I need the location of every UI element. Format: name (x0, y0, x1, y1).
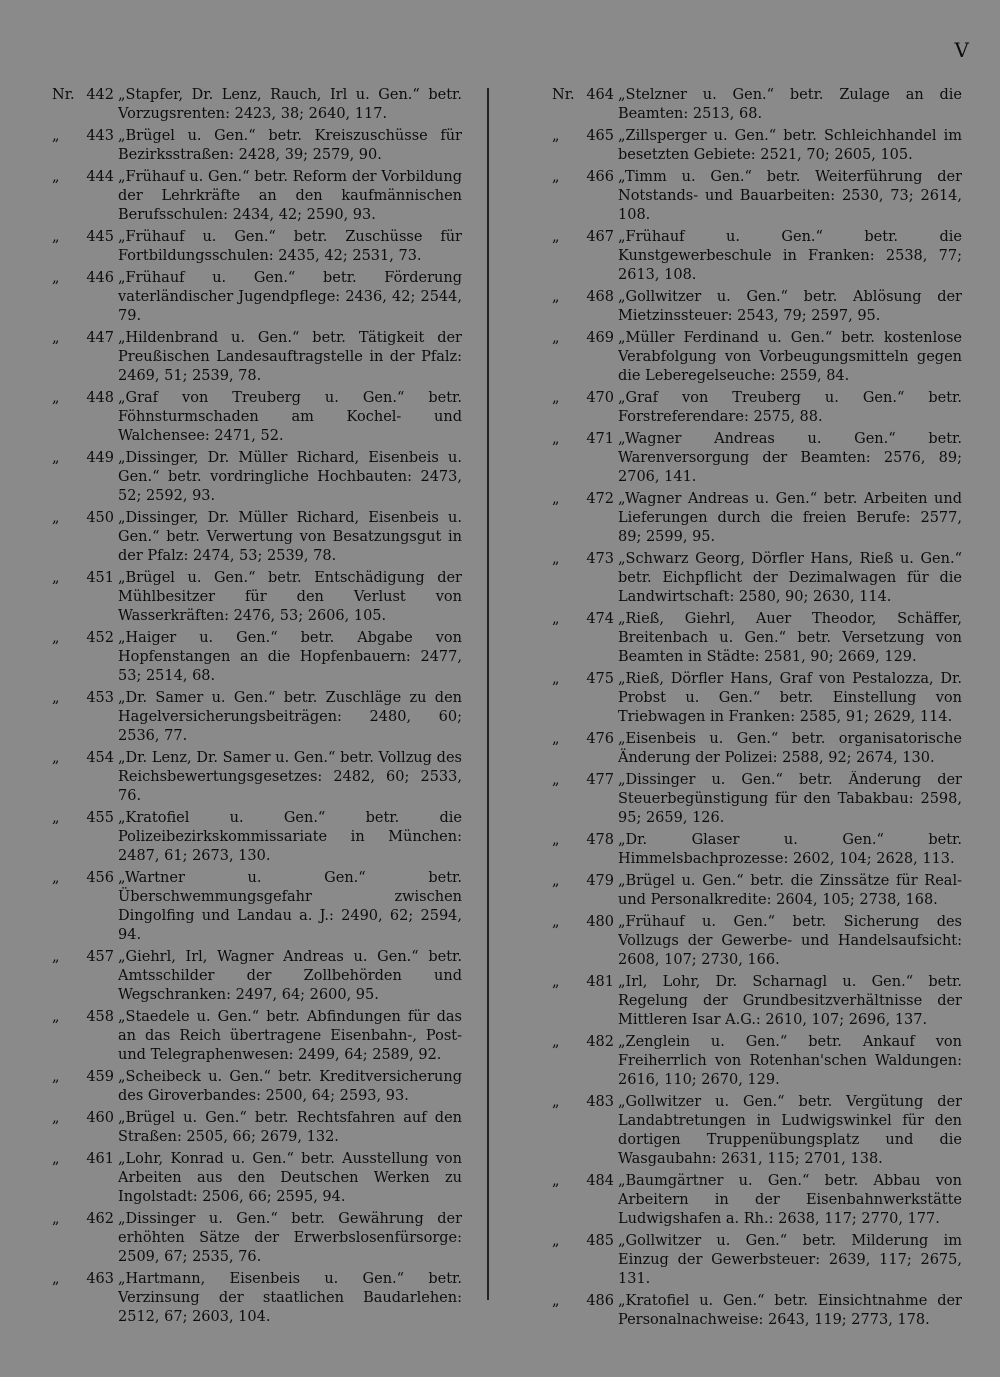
entry-text: „Brügel u. Gen.“ betr. Kreiszuschüsse für Bezirksstraßen: 2428, 39; 2579, 90. (118, 128, 462, 163)
entry-number-cell (52, 869, 118, 888)
entry-number-cell (52, 168, 118, 187)
entry-number: 458 (86, 1009, 114, 1025)
entry-number: 478 (586, 832, 614, 848)
entry-number: 475 (586, 671, 614, 687)
index-entry (552, 1033, 962, 1090)
entry-prefix: „ (52, 270, 60, 286)
left-column (52, 86, 462, 1330)
entry-prefix: „ (552, 873, 560, 889)
entry-number-cell (552, 1232, 618, 1251)
entry-text: „Müller Ferdinand u. Gen.“ betr. kostenlose Verabfolgung von Vorbeugungsmitteln gegen die Leberegelseuche: 2559, 84. (618, 330, 962, 384)
entry-number: 447 (86, 330, 114, 346)
index-entry (552, 288, 962, 326)
entry-text: „Dissinger, Dr. Müller Richard, Eisenbeis u. Gen.“ betr. vordringliche Hochbauten: 2473, 52; 2592, 93. (118, 450, 462, 504)
entry-prefix: „ (52, 750, 60, 766)
entry-text: „Wagner Andreas u. Gen.“ betr. Warenversorgung der Beamten: 2576, 89; 2706, 141. (618, 431, 962, 485)
index-entry (52, 509, 462, 566)
index-entry (552, 1093, 962, 1169)
entry-number: 471 (586, 431, 614, 447)
entry-number-cell (52, 1270, 118, 1289)
entry-text: „Staedele u. Gen.“ betr. Abfindungen für das an das Reich übertragene Eisenbahn-, Post- und Telegraphenwesen: 2499, 64; 2589, 92. (118, 1009, 462, 1063)
entry-text: „Gollwitzer u. Gen.“ betr. Milderung im Einzug der Gewerbsteuer: 2639, 117; 2675, 131. (618, 1233, 962, 1287)
entry-prefix: „ (52, 1151, 60, 1167)
entry-number-cell (552, 288, 618, 307)
entry-number-cell (552, 430, 618, 449)
entry-number: 456 (86, 870, 114, 886)
entry-text: „Hartmann, Eisenbeis u. Gen.“ betr. Verzinsung der staatlichen Baudarlehen: 2512, 67; 2603, 104. (118, 1271, 462, 1325)
entry-number: 484 (586, 1173, 614, 1189)
entry-number: 444 (86, 169, 114, 185)
entry-number: 476 (586, 731, 614, 747)
entry-number-cell (52, 1068, 118, 1087)
index-entry (552, 86, 962, 124)
index-entry (552, 831, 962, 869)
entry-number-cell (552, 1093, 618, 1112)
index-entry (52, 86, 462, 124)
entry-prefix: „ (52, 390, 60, 406)
entry-number-cell (552, 730, 618, 749)
entry-number: 468 (586, 289, 614, 305)
entry-number-cell (552, 913, 618, 932)
entry-number-cell (552, 1033, 618, 1052)
right-column (552, 86, 962, 1333)
entry-text: „Stapfer, Dr. Lenz, Rauch, Irl u. Gen.“ betr. Vorzugsrenten: 2423, 38; 2640, 117. (118, 87, 462, 122)
entry-text: „Irl, Lohr, Dr. Scharnagl u. Gen.“ betr. Regelung der Grundbesitzverhältnisse der Mittleren Isar A.G.: 2610, 107; 2696, 137. (618, 974, 962, 1028)
entry-number-cell (552, 831, 618, 850)
entry-number-cell (552, 228, 618, 247)
index-entry (52, 329, 462, 386)
entry-prefix: „ (52, 510, 60, 526)
entry-text: „Stelzner u. Gen.“ betr. Zulage an die Beamten: 2513, 68. (618, 87, 962, 122)
entry-number-cell (52, 449, 118, 468)
entry-prefix: „ (552, 1173, 560, 1189)
entry-prefix: „ (552, 671, 560, 687)
entry-number: 473 (586, 551, 614, 567)
index-entry (52, 749, 462, 806)
entry-prefix: Nr. (52, 87, 75, 103)
index-entry (52, 449, 462, 506)
entry-number-cell (52, 1150, 118, 1169)
entry-text: „Dissinger, Dr. Müller Richard, Eisenbeis u. Gen.“ betr. Verwertung von Besatzungsgut in der Pfalz: 2474, 53; 2539, 78. (118, 510, 462, 564)
index-entry (552, 973, 962, 1030)
entry-number: 448 (86, 390, 114, 406)
entry-number: 485 (586, 1233, 614, 1249)
entry-number-cell (552, 490, 618, 509)
entry-number-cell (552, 127, 618, 146)
entry-prefix: „ (552, 772, 560, 788)
entry-prefix: „ (552, 330, 560, 346)
entry-text: „Rieß, Dörfler Hans, Graf von Pestalozza, Dr. Probst u. Gen.“ betr. Einstellung von Triebwagen in Franken: 2585, 91; 2629, 114. (618, 671, 962, 725)
index-entry (52, 168, 462, 225)
entry-text: „Dissinger u. Gen.“ betr. Gewährung der erhöhten Sätze der Erwerbslosenfürsorge: 2509, 67; 2535, 76. (118, 1211, 462, 1265)
entry-number-cell (552, 973, 618, 992)
entry-prefix: „ (52, 1009, 60, 1025)
entry-prefix: „ (552, 832, 560, 848)
entry-number-cell (52, 389, 118, 408)
entry-prefix: „ (552, 551, 560, 567)
entry-text: „Brügel u. Gen.“ betr. Entschädigung der Mühlbesitzer für den Verlust von Wasserkräften: 2476, 53; 2606, 105. (118, 570, 462, 624)
entry-prefix: „ (552, 1293, 560, 1309)
entry-number: 463 (86, 1271, 114, 1287)
index-entry (552, 127, 962, 165)
entry-number-cell (552, 550, 618, 569)
index-entry (52, 127, 462, 165)
entry-number: 483 (586, 1094, 614, 1110)
entry-number: 479 (586, 873, 614, 889)
index-entry (552, 389, 962, 427)
entry-number-cell (52, 86, 118, 105)
entry-number: 445 (86, 229, 114, 245)
index-entry (52, 1270, 462, 1327)
entry-prefix: „ (552, 914, 560, 930)
entry-number-cell (552, 86, 618, 105)
entry-number-cell (52, 629, 118, 648)
entry-text: „Eisenbeis u. Gen.“ betr. organisatorische Änderung der Polizei: 2588, 92; 2674, 130. (618, 731, 962, 766)
index-entry (52, 269, 462, 326)
entry-text: „Zillsperger u. Gen.“ betr. Schleichhandel im besetzten Gebiete: 2521, 70; 2605, 105. (618, 128, 962, 163)
entry-number: 457 (86, 949, 114, 965)
entry-number-cell (552, 610, 618, 629)
entry-text: „Kratofiel u. Gen.“ betr. Einsichtnahme der Personalnachweise: 2643, 119; 2773, 178. (618, 1293, 962, 1328)
entry-text: „Frühauf u. Gen.“ betr. Reform der Vorbildung der Lehrkräfte an den kaufmännischen Berufsschulen: 2434, 42; 2590, 93. (118, 169, 462, 223)
entry-text: „Rieß, Giehrl, Auer Theodor, Schäffer, Breitenbach u. Gen.“ betr. Versetzung von Beamten in Städte: 2581, 90; 2669, 129. (618, 611, 962, 665)
index-entry (52, 1210, 462, 1267)
entry-number: 472 (586, 491, 614, 507)
entry-text: „Dissinger u. Gen.“ betr. Änderung der Steuerbegünstigung für den Tabakbau: 2598, 95; 2659, 126. (618, 772, 962, 826)
entry-text: „Wartner u. Gen.“ betr. Überschwemmungsgefahr zwischen Dingolfing und Landau a. J.: 2490, 62; 2594, 94. (118, 870, 462, 943)
entry-number-cell (52, 127, 118, 146)
entry-number: 481 (586, 974, 614, 990)
entry-number-cell (552, 329, 618, 348)
entry-number: 450 (86, 510, 114, 526)
entry-text: „Frühauf u. Gen.“ betr. Sicherung des Vollzugs der Gewerbe- und Handelsaufsicht: 2608, 107; 2730, 166. (618, 914, 962, 968)
entry-text: „Lohr, Konrad u. Gen.“ betr. Ausstellung von Arbeiten aus den Deutschen Werken zu Ingolstadt: 2506, 66; 2595, 94. (118, 1151, 462, 1205)
entry-number-cell (552, 872, 618, 891)
entry-number: 474 (586, 611, 614, 627)
entry-number-cell (52, 329, 118, 348)
entry-number: 470 (586, 390, 614, 406)
entry-prefix: „ (552, 169, 560, 185)
entry-number: 465 (586, 128, 614, 144)
entry-prefix: „ (552, 731, 560, 747)
entry-number: 454 (86, 750, 114, 766)
entry-prefix: „ (52, 570, 60, 586)
entry-text: „Brügel u. Gen.“ betr. Rechtsfahren auf den Straßen: 2505, 66; 2679, 132. (118, 1110, 462, 1145)
entry-prefix: „ (52, 810, 60, 826)
entry-number: 477 (586, 772, 614, 788)
entry-number: 442 (86, 87, 114, 103)
index-entry (52, 948, 462, 1005)
entry-prefix: „ (52, 1110, 60, 1126)
entry-number: 482 (586, 1034, 614, 1050)
entry-number-cell (52, 509, 118, 528)
entry-prefix: „ (52, 949, 60, 965)
entry-number: 443 (86, 128, 114, 144)
entry-prefix: „ (552, 128, 560, 144)
entry-text: „Dr. Lenz, Dr. Samer u. Gen.“ betr. Vollzug des Reichsbewertungsgesetzes: 2482, 60; 2533, 76. (118, 750, 462, 804)
index-entry (52, 389, 462, 446)
entry-number-cell (52, 809, 118, 828)
entry-text: „Timm u. Gen.“ betr. Weiterführung der Notstands- und Bauarbeiten: 2530, 73; 2614, 108. (618, 169, 962, 223)
index-entry (552, 913, 962, 970)
entry-prefix: „ (52, 229, 60, 245)
entry-number: 451 (86, 570, 114, 586)
index-entry (52, 228, 462, 266)
index-entry (52, 629, 462, 686)
index-entry (552, 329, 962, 386)
index-entry (52, 1008, 462, 1065)
entry-prefix: „ (552, 289, 560, 305)
entry-number: 452 (86, 630, 114, 646)
entry-number-cell (552, 771, 618, 790)
entry-text: „Graf von Treuberg u. Gen.“ betr. Forstreferendare: 2575, 88. (618, 390, 962, 425)
entry-number: 467 (586, 229, 614, 245)
entry-number: 449 (86, 450, 114, 466)
index-entry (52, 1109, 462, 1147)
entry-text: „Zenglein u. Gen.“ betr. Ankauf von Freiherrlich von Rotenhan'schen Waldungen: 2616, 110; 2670, 129. (618, 1034, 962, 1088)
entry-number: 486 (586, 1293, 614, 1309)
entry-number-cell (552, 389, 618, 408)
entry-text: „Scheibeck u. Gen.“ betr. Kreditversicherung des Giroverbandes: 2500, 64; 2593, 93. (118, 1069, 462, 1104)
entry-number: 480 (586, 914, 614, 930)
index-entry (52, 1150, 462, 1207)
entry-text: „Frühauf u. Gen.“ betr. Förderung vaterländischer Jugendpflege: 2436, 42; 2544, 79. (118, 270, 462, 324)
entry-number-cell (52, 1210, 118, 1229)
entry-number-cell (552, 168, 618, 187)
entry-number-cell (52, 569, 118, 588)
entry-text: „Giehrl, Irl, Wagner Andreas u. Gen.“ betr. Amtsschilder der Zollbehörden und Wegschranken: 2497, 64; 2600, 95. (118, 949, 462, 1003)
entry-prefix: „ (552, 229, 560, 245)
index-entry (552, 490, 962, 547)
entry-prefix: „ (552, 611, 560, 627)
index-entry (552, 730, 962, 768)
entry-prefix: „ (552, 431, 560, 447)
entry-prefix: „ (52, 450, 60, 466)
entry-number: 459 (86, 1069, 114, 1085)
index-entry (552, 550, 962, 607)
entry-number-cell (52, 689, 118, 708)
entry-number: 469 (586, 330, 614, 346)
entry-number: 455 (86, 810, 114, 826)
index-entry (552, 872, 962, 910)
entry-number-cell (552, 1172, 618, 1191)
entry-prefix: „ (552, 1233, 560, 1249)
entry-prefix: „ (52, 1069, 60, 1085)
column-divider (487, 88, 489, 1300)
index-entry (552, 1292, 962, 1330)
entry-number-cell (52, 749, 118, 768)
entry-text: „Gollwitzer u. Gen.“ betr. Vergütung der Landabtretungen in Ludwigswinkel für den dortigen Truppenübungsplatz und die Wasgaubahn: 2631, 115; 2701, 138. (618, 1094, 962, 1167)
entry-number-cell (52, 1109, 118, 1128)
index-entry (52, 1068, 462, 1106)
entry-prefix: Nr. (552, 87, 575, 103)
entry-text: „Brügel u. Gen.“ betr. die Zinssätze für Real- und Personalkredite: 2604, 105; 2738, 168. (618, 873, 962, 908)
entry-number-cell (552, 670, 618, 689)
index-entry (552, 1172, 962, 1229)
index-entry (552, 1232, 962, 1289)
index-entry (552, 228, 962, 285)
entry-text: „Haiger u. Gen.“ betr. Abgabe von Hopfenstangen an die Hopfenbauern: 2477, 53; 2514, 68. (118, 630, 462, 684)
entry-prefix: „ (52, 630, 60, 646)
entry-prefix: „ (52, 690, 60, 706)
entry-text: „Dr. Glaser u. Gen.“ betr. Himmelsbachprozesse: 2602, 104; 2628, 113. (618, 832, 962, 867)
entry-prefix: „ (552, 390, 560, 406)
entry-prefix: „ (52, 128, 60, 144)
index-entry (52, 869, 462, 945)
entry-text: „Gollwitzer u. Gen.“ betr. Ablösung der Mietzinssteuer: 2543, 79; 2597, 95. (618, 289, 962, 324)
entry-prefix: „ (52, 330, 60, 346)
index-entry (552, 670, 962, 727)
entry-number: 464 (586, 87, 614, 103)
entry-prefix: „ (52, 169, 60, 185)
entry-number-cell (52, 948, 118, 967)
index-entry (552, 168, 962, 225)
entry-number: 462 (86, 1211, 114, 1227)
entry-number: 466 (586, 169, 614, 185)
entry-number: 453 (86, 690, 114, 706)
index-entry (552, 430, 962, 487)
entry-prefix: „ (552, 491, 560, 507)
entry-prefix: „ (552, 1094, 560, 1110)
index-entry (52, 809, 462, 866)
page-number: V (954, 38, 970, 62)
entry-number: 461 (86, 1151, 114, 1167)
entry-number: 446 (86, 270, 114, 286)
entry-prefix: „ (552, 1034, 560, 1050)
entry-number-cell (52, 269, 118, 288)
entry-number-cell (52, 1008, 118, 1027)
entry-text: „Frühauf u. Gen.“ betr. Zuschüsse für Fortbildungsschulen: 2435, 42; 2531, 73. (118, 229, 462, 264)
entry-prefix: „ (52, 1211, 60, 1227)
index-entry (552, 610, 962, 667)
entry-number: 460 (86, 1110, 114, 1126)
entry-text: „Baumgärtner u. Gen.“ betr. Abbau von Arbeitern in der Eisenbahnwerkstätte Ludwigshafen a. Rh.: 2638, 117; 2770, 177. (618, 1173, 962, 1227)
index-entry (52, 689, 462, 746)
entry-text: „Hildenbrand u. Gen.“ betr. Tätigkeit der Preußischen Landesauftragstelle in der Pfalz: 2469, 51; 2539, 78. (118, 330, 462, 384)
entry-prefix: „ (552, 974, 560, 990)
entry-number-cell (552, 1292, 618, 1311)
entry-number-cell (52, 228, 118, 247)
entry-prefix: „ (52, 1271, 60, 1287)
entry-text: „Graf von Treuberg u. Gen.“ betr. Föhnsturmschaden am Kochel- und Walchensee: 2471, 52. (118, 390, 462, 444)
index-entry (52, 569, 462, 626)
index-entry (552, 771, 962, 828)
entry-text: „Schwarz Georg, Dörfler Hans, Rieß u. Gen.“ betr. Eichpflicht der Dezimalwagen für die Landwirtschaft: 2580, 90; 2630, 114. (618, 551, 962, 605)
entry-text: „Frühauf u. Gen.“ betr. die Kunstgewerbeschule in Franken: 2538, 77; 2613, 108. (618, 229, 962, 283)
entry-prefix: „ (52, 870, 60, 886)
entry-text: „Kratofiel u. Gen.“ betr. die Polizeibezirkskommissariate in München: 2487, 61; 2673, 130. (118, 810, 462, 864)
entry-text: „Wagner Andreas u. Gen.“ betr. Arbeiten und Lieferungen durch die freien Berufe: 2577, 89; 2599, 95. (618, 491, 962, 545)
entry-text: „Dr. Samer u. Gen.“ betr. Zuschläge zu den Hagelversicherungsbeiträgen: 2480, 60; 2536, 77. (118, 690, 462, 744)
